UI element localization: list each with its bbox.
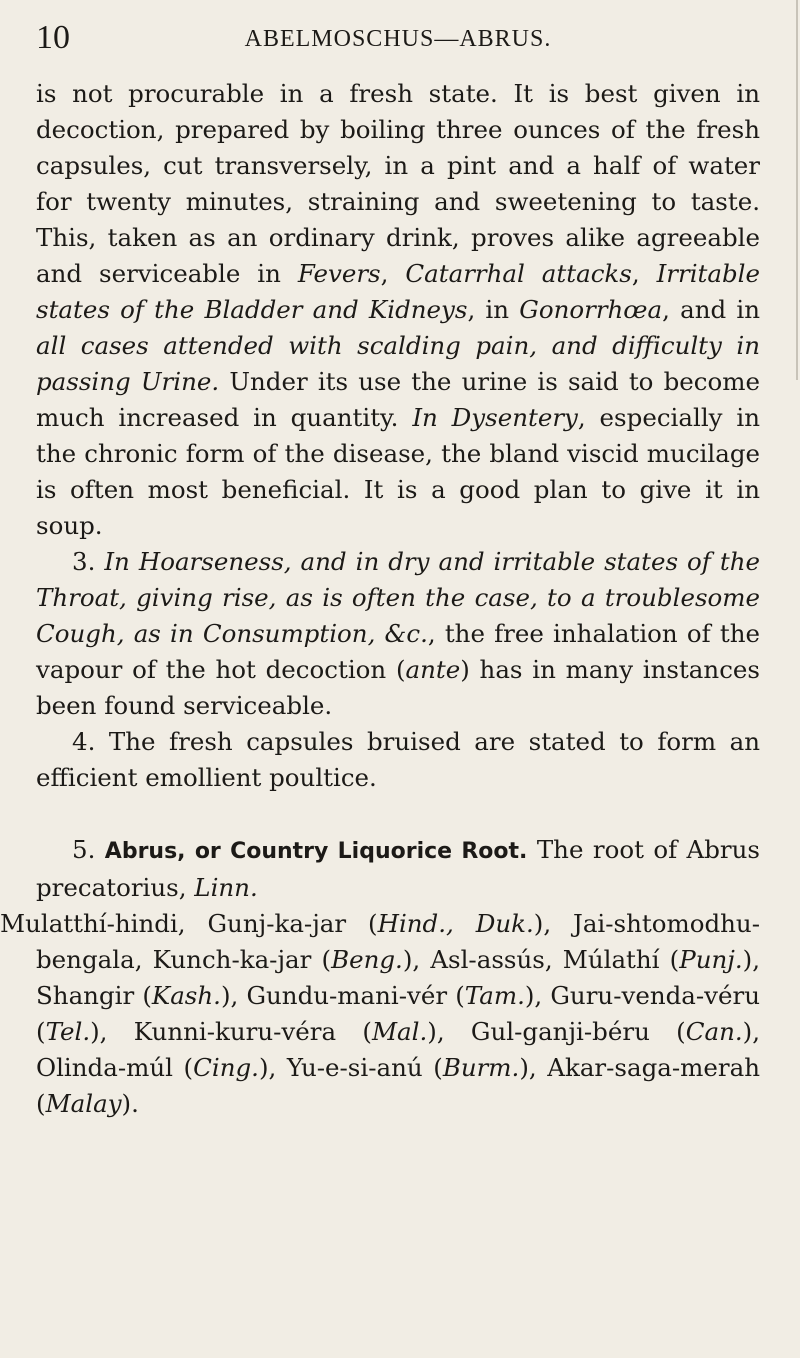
text-run: ), Akar-saga-merah ( [36, 1053, 760, 1118]
section-heading: Abrus, or Country Liquorice Root. [104, 839, 528, 864]
italic-run: all cases attended with scalding pain, and difficulty in passing Urine. [36, 331, 760, 396]
section-abrus [36, 832, 760, 906]
language-abbrev: Malay [45, 1089, 122, 1118]
text-run: ), Gul-ganji-béru ( [427, 1017, 686, 1046]
text-run: , [631, 259, 657, 288]
text-run: Under its use the urine is said to become much increased in quantity. [36, 367, 760, 432]
running-title: ABELMOSCHUS—ABRUS. [244, 26, 552, 52]
text-run: , in [467, 295, 520, 324]
text-run: ), Yu-e-si-anú ( [258, 1053, 443, 1082]
vernacular-names [0, 906, 760, 1122]
language-abbrev: Beng. [331, 945, 403, 974]
text-run: , especially in the chronic form of the disease, the bland viscid mucilage is often most beneficial. It is a good plan to give it in soup. [36, 403, 760, 540]
text-run: ), Gundu-mani-vér ( [220, 981, 465, 1010]
language-abbrev: Tam. [464, 981, 525, 1010]
text-run: ) has in many instances been found serviceable. [36, 655, 760, 720]
text-run: 3. [72, 547, 105, 576]
body-text [0, 76, 761, 1122]
page [0, 18, 761, 1122]
language-abbrev: Tel. [45, 1017, 91, 1046]
text-run: , [380, 259, 406, 288]
paragraph-hoarseness [36, 544, 760, 724]
language-abbrev: Punj. [679, 945, 743, 974]
paragraph-poultice: 4. The fresh capsules bruised are stated to form an efficient emollient poultice. [36, 727, 760, 792]
italic-run: Catarrhal attacks [405, 259, 632, 288]
language-abbrev: Burm. [442, 1053, 520, 1082]
page-number: 10 [36, 19, 70, 56]
text-run: ), Guru-venda-véru ( [36, 981, 760, 1046]
text-run: ), Shangir ( [36, 945, 760, 1010]
language-abbrev: Mal. [371, 1017, 428, 1046]
text-run: is not procurable in a fresh state. It is best given in decoction, prepared by boiling three ounces of the fresh capsules, cut transversely, in a pint and a half of water for twenty minutes, straining and sweetening to taste. This, taken as an ordinary drink, proves alike agreeable and serviceable in [36, 79, 760, 288]
text-run: ), Asl-assús, Múlathí ( [402, 945, 680, 974]
italic-run: In Hoarseness, and in dry and irritable states of the Throat, giving rise, as is often the case, to a troublesome Cough, as in Consumption, &c. [36, 547, 760, 648]
italic-run: Fevers [297, 259, 381, 288]
text-run: The root of Abrus precatorius, [36, 835, 760, 902]
paragraph-decoction [36, 76, 760, 544]
text-run: ), Olinda-múl ( [36, 1017, 760, 1082]
language-abbrev: Can. [685, 1017, 743, 1046]
language-abbrev: Hind., Duk. [377, 909, 534, 938]
language-abbrev: Cing. [193, 1053, 259, 1082]
page-edge-rule [796, 0, 798, 380]
text-run: ), Kunni-kuru-véra ( [90, 1017, 372, 1046]
italic-run: Irritable states of the Bladder and Kidneys [36, 259, 761, 324]
text-run: ). [121, 1089, 139, 1118]
section-number: 5. [72, 835, 105, 864]
italic-run: ante [405, 655, 461, 684]
language-abbrev: Kash. [151, 981, 221, 1010]
running-head [36, 18, 760, 58]
text-run: , and in [662, 295, 760, 324]
italic-run: Gonorrhœa [519, 295, 663, 324]
text-run: Mulatthí-hindi, Gunj-ka-jar ( [0, 909, 378, 938]
text-run: ), Jai-shtomodhu-bengala, Kunch-ka-jar ( [36, 909, 760, 974]
text-run: , the free inhalation of the vapour of the hot decoction ( [36, 619, 760, 684]
italic-run: In Dysentery [412, 403, 578, 432]
section-gap [36, 796, 760, 832]
italic-run: Linn. [194, 873, 258, 902]
